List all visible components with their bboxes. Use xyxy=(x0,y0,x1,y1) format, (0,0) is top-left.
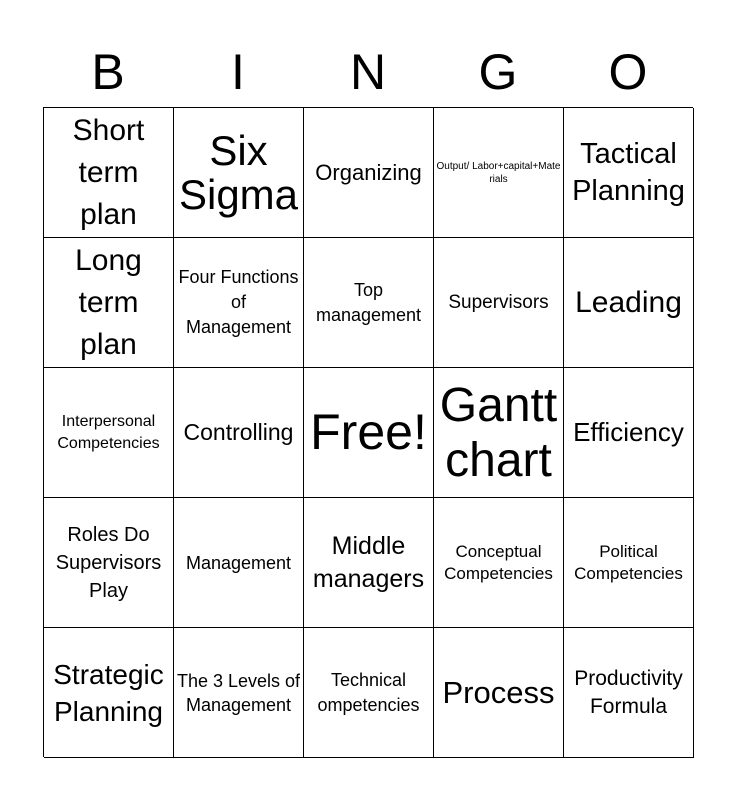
header-letter-g: G xyxy=(478,44,518,100)
bingo-cell[interactable] xyxy=(564,628,694,758)
bingo-grid xyxy=(43,107,693,757)
cell-label: Top management xyxy=(315,279,422,325)
cell-label: Supervisors xyxy=(448,291,549,313)
cell-label: Technical ompetencies xyxy=(317,669,420,715)
bingo-cell[interactable] xyxy=(434,628,564,758)
header-letter-o: O xyxy=(608,44,648,100)
bingo-cell[interactable] xyxy=(564,238,694,368)
cell-label: Short term plan xyxy=(72,113,145,231)
cell-label: Roles Do Supervisors Play xyxy=(55,523,162,602)
bingo-cell[interactable] xyxy=(44,628,174,758)
bingo-cell[interactable] xyxy=(174,628,304,758)
cell-label: Process xyxy=(442,675,555,710)
cell-label: Leading xyxy=(575,285,682,319)
header-letter-i: I xyxy=(231,44,245,100)
cell-label: Middle managers xyxy=(312,531,425,593)
bingo-cell[interactable] xyxy=(434,498,564,628)
cell-label: Six Sigma xyxy=(178,126,299,218)
cell-label: Interpersonal Competencies xyxy=(57,412,160,452)
bingo-cell[interactable] xyxy=(434,238,564,368)
bingo-cell[interactable] xyxy=(44,108,174,238)
bingo-cell[interactable] xyxy=(304,108,434,238)
cell-label: Strategic Planning xyxy=(53,658,164,727)
bingo-cell[interactable] xyxy=(434,368,564,498)
bingo-cell[interactable] xyxy=(174,498,304,628)
bingo-cell[interactable] xyxy=(304,368,434,498)
bingo-cell[interactable] xyxy=(44,498,174,628)
bingo-cell[interactable] xyxy=(174,238,304,368)
bingo-cell[interactable] xyxy=(564,108,694,238)
cell-label: Management xyxy=(185,552,292,573)
cell-label: Organizing xyxy=(315,159,422,185)
bingo-cell[interactable] xyxy=(44,238,174,368)
bingo-cell[interactable] xyxy=(304,628,434,758)
bingo-cell[interactable] xyxy=(434,108,564,238)
cell-label: The 3 Levels of Management xyxy=(176,670,301,715)
cell-label: Productivity Formula xyxy=(574,666,683,718)
cell-label: Conceptual Competencies xyxy=(444,541,553,583)
cell-label: Gantt chart xyxy=(439,378,558,487)
cell-label: Output/ Labor+capital+Materials xyxy=(436,160,561,185)
header-letter-b: B xyxy=(91,44,125,100)
cell-label: Political Competencies xyxy=(574,541,683,583)
bingo-cell[interactable] xyxy=(564,368,694,498)
bingo-cell[interactable] xyxy=(174,108,304,238)
cell-label: Tactical Planning xyxy=(572,137,685,207)
bingo-cell[interactable] xyxy=(304,238,434,368)
cell-label: Free! xyxy=(310,404,427,460)
bingo-header xyxy=(43,42,693,102)
cell-label: Four Functions of Management xyxy=(178,267,299,337)
bingo-cell[interactable] xyxy=(44,368,174,498)
bingo-cell[interactable] xyxy=(304,498,434,628)
cell-label: Controlling xyxy=(183,419,294,445)
cell-label: Long term plan xyxy=(75,243,142,361)
cell-label: Efficiency xyxy=(573,417,684,447)
header-letter-n: N xyxy=(349,44,387,100)
bingo-cell[interactable] xyxy=(564,498,694,628)
bingo-cell[interactable] xyxy=(174,368,304,498)
